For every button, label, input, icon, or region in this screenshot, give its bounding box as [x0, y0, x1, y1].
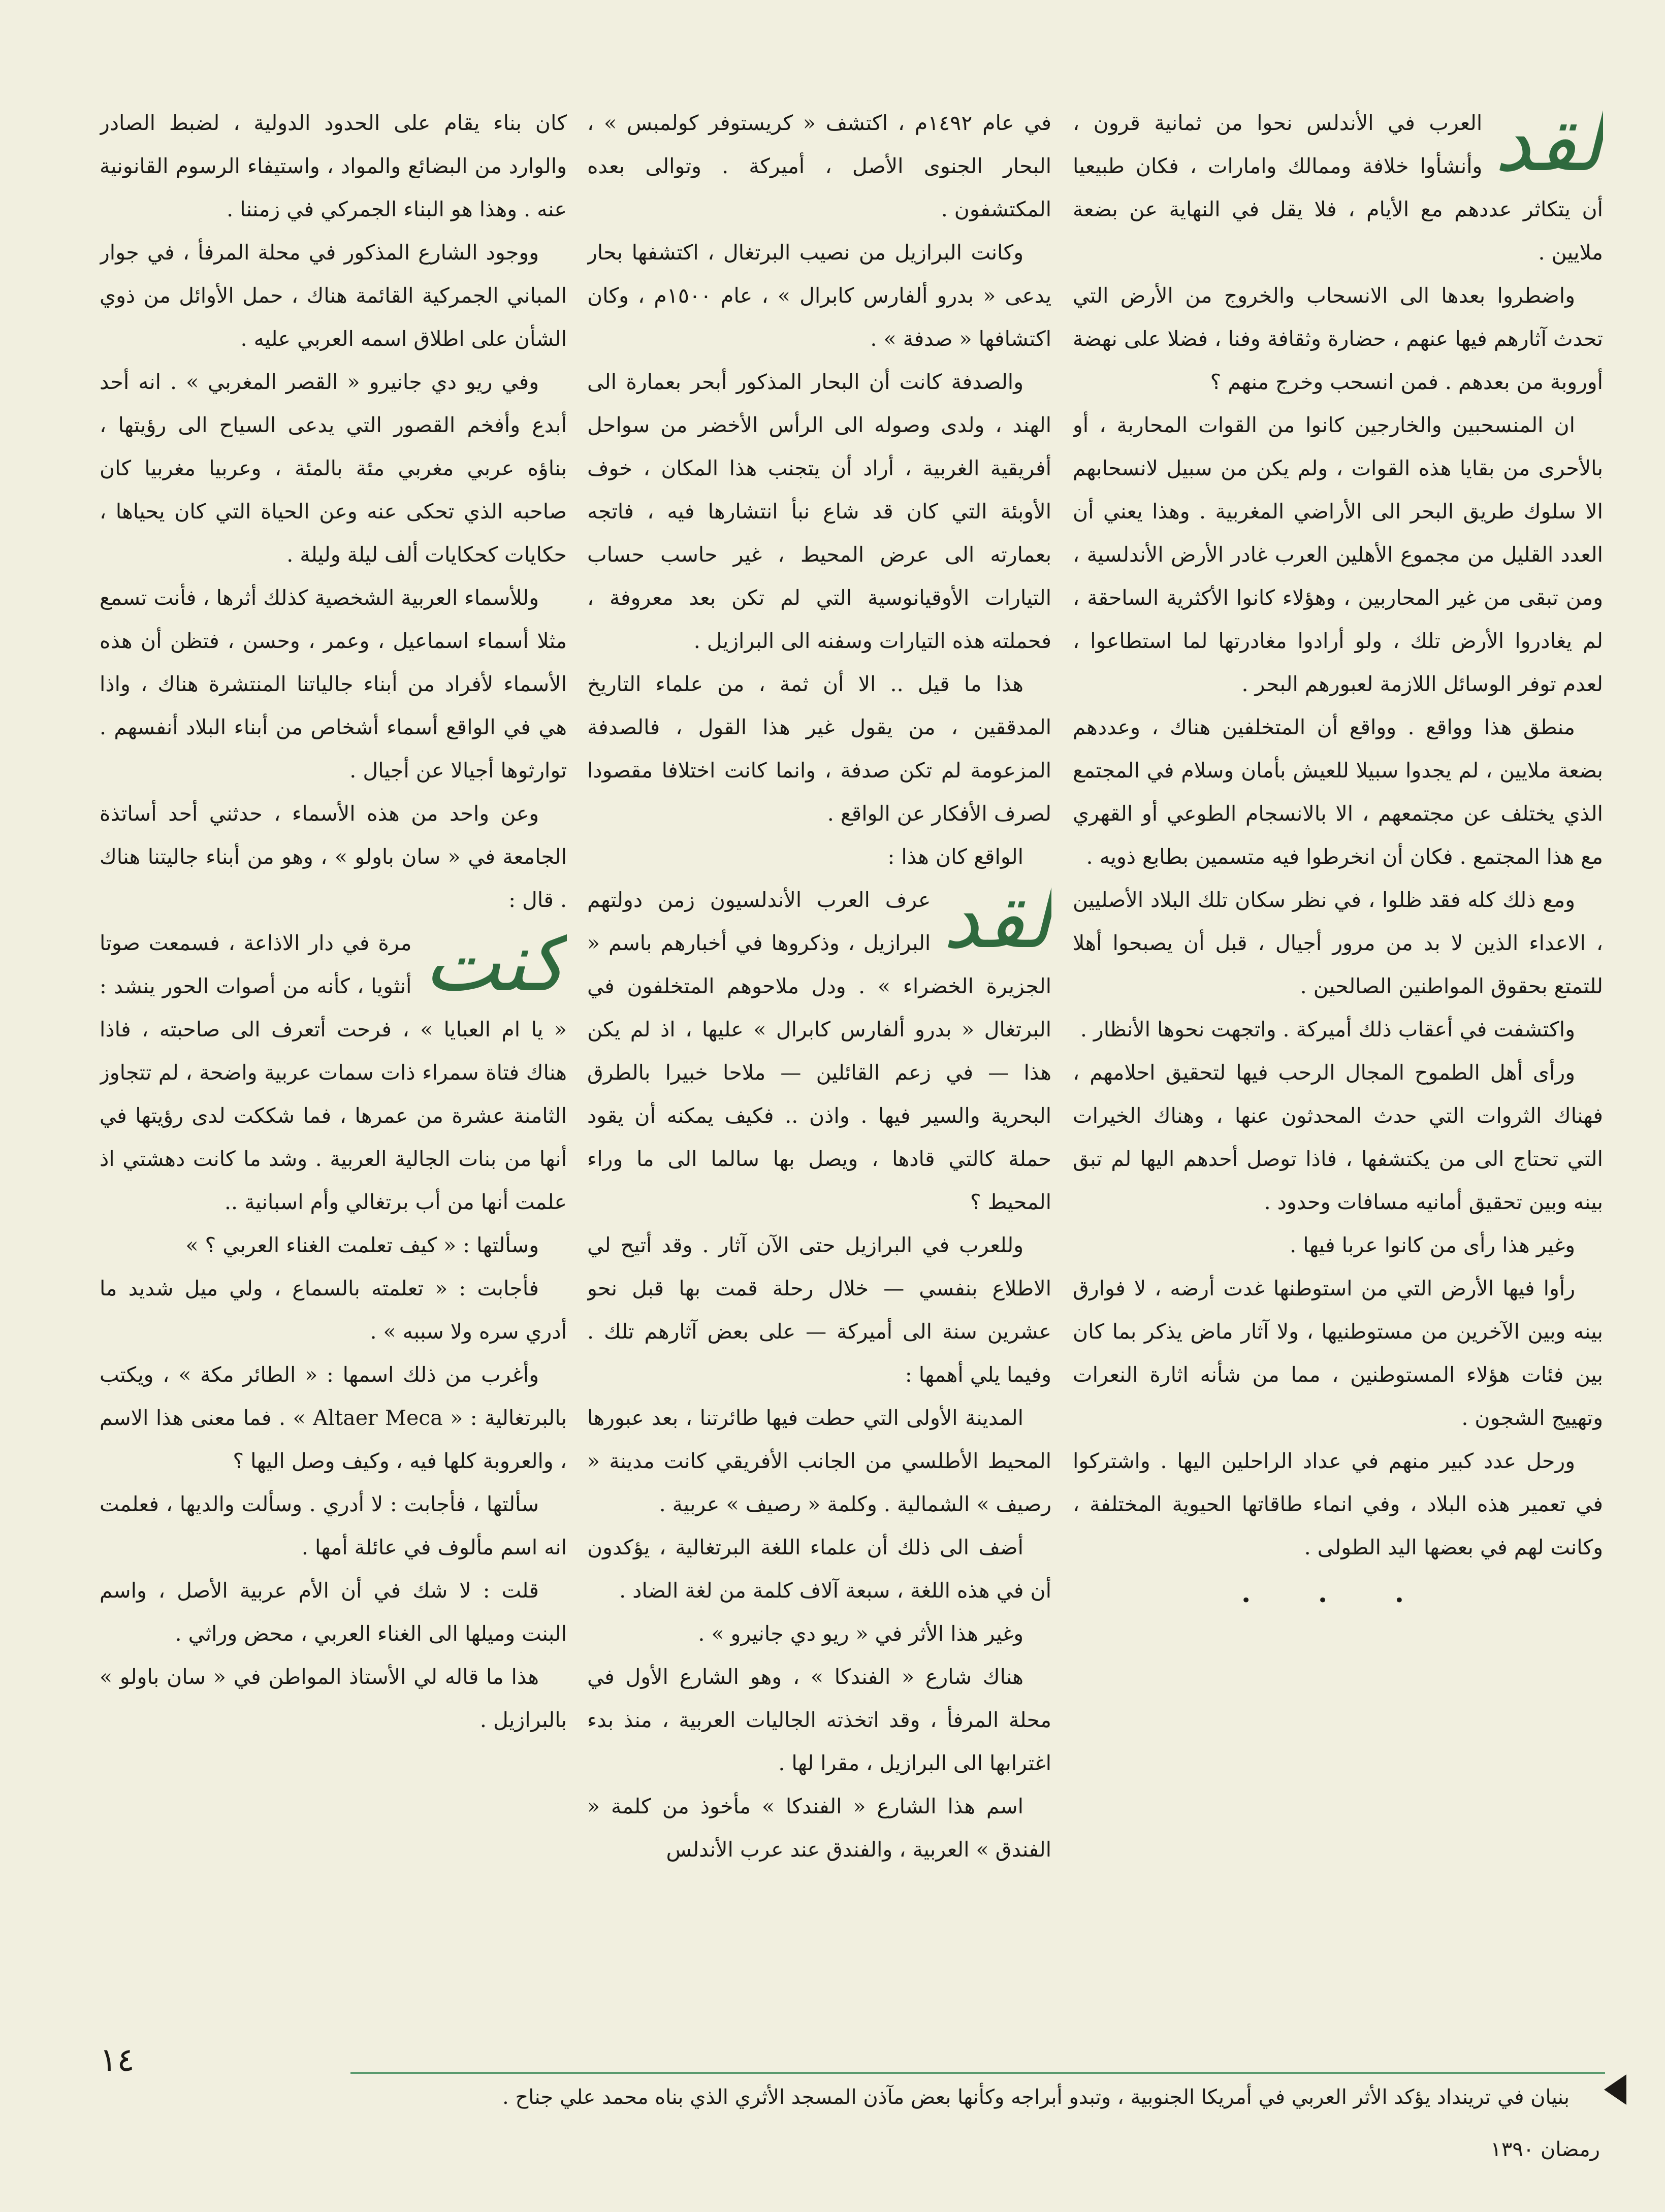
paragraph: رأوا فيها الأرض التي من استوطنها غدت أرضه ، لا فوارق بينه وبين الآخرين من مستوطنيها ، ولا آثار ماض يذكر بما كان بين فئات هؤلاء المستوطنين ، مما من شأنه اثارة النعرات وتهييج الشجون . [1073, 1276, 1603, 1430]
paragraph: ورحل عدد كبير منهم في عداد الراحلين اليها . واشتركوا في تعمير هذه البلاد ، وفي انماء طاقاتها الحيوية المختلفة ، وكانت لهم في بعضها اليد الطولى . [1073, 1449, 1603, 1559]
dropcap-left: كنت [424, 915, 567, 1010]
paragraph: فأجابت : « تعلمته بالسماع ، ولي ميل شديد ما أدري سره ولا سببه » . [100, 1276, 567, 1344]
paragraph: في عام ١٤٩٢م ، اكتشف « كريستوفر كولمبس » ، البحار الجنوى الأصل ، أميركة . وتوالى بعده المكتشفون . [587, 111, 1051, 221]
paragraph: ومع ذلك كله فقد ظلوا ، في نظر سكان تلك البلاد الأصليين ، الاعداء الذين لا بد من مرور أجيال ، قبل أن يصبحوا أهلا للتمتع بحقوق المواطنين الصالحين . [1073, 888, 1603, 998]
paragraph: العرب في الأندلس نحوا من ثمانية قرون ، وأنشأوا خلافة وممالك وامارات ، فكان طبيعيا أن يتكاثر عددهم مع الأيام ، فلا يقل في النهاية عن بضعة ملايين . [1073, 111, 1603, 265]
issue-date: رمضان ١٣٩٠ [1490, 2138, 1600, 2161]
paragraph: وغير هذا رأى من كانوا عربا فيها . [1290, 1233, 1575, 1257]
paragraph: وسألتها : « كيف تعلمت الغناء العربي ؟ » [185, 1233, 539, 1257]
paragraph: المدينة الأولى التي حطت فيها طائرتنا ، بعد عبورها المحيط الأطلسي من الجانب الأفريقي كانت مدينة « رصيف » الشمالية . وكلمة « رصيف » عربية . [587, 1406, 1051, 1516]
paragraph: وفي ريو دي جانيرو « القصر المغربي » . انه أحد أبدع وأفخم القصور التي يدعى السياح الى رؤيتها ، بناؤه عربي مغربي مئة بالمئة ، وعربيا مغربيا كان صاحبه الذي تحكى عنه وعن الحياة التي كان يحياها ، حكايات كحكايات ألف ليلة وليلة . [100, 370, 567, 567]
paragraph: وأغرب من ذلك اسمها : « الطائر مكة » ، ويكتب بالبرتغالية : « Altaer Meca » . فما معنى هذا الاسم ، والعروبة كلها فيه ، وكيف وصل اليها ؟ [100, 1362, 567, 1473]
photo-caption: بنيان في ترينداد يؤكد الأثر العربي في أمريكا الجنوبية ، وتبدو أبراجه وكأنها بعض مآذن المسجد الأثري الذي بناه محمد علي جناح . [502, 2086, 1570, 2109]
paragraph: مرة في دار الاذاعة ، فسمعت صوتا أنثويا ، كأنه من أصوات الحور ينشد : « يا ام العبايا » ، فرحت أتعرف الى صاحبته ، فاذا هناك فتاة سمراء ذات سمات عربية واضحة ، لم تتجاوز الثامنة عشرة من عمرها ، فما شككت لدى رؤيتها في أنها من بنات الجالية العربية . وشد ما كانت دهشتي اذ علمت أنها من أب برتغالي وأم اسبانية .. [100, 931, 567, 1214]
paragraph: ورأى أهل الطموح المجال الرحب فيها لتحقيق احلامهم ، فهناك الثروات التي حدث المحدثون عنها ، وهناك الخيرات التي تحتاج الى من يكتشفها ، فاذا توصل أحدهم اليها لم تبق بينه وبين تحقيق أمانيه مسافات وحدود . [1073, 1060, 1603, 1214]
caption-arrow-icon [1604, 2074, 1626, 2105]
column-right [1073, 102, 1603, 2062]
dropcap-middle: لقد [943, 871, 1051, 966]
paragraph: منطق هذا وواقع . وواقع أن المتخلفين هناك ، وعددهم بضعة ملايين ، لم يجدوا سبيلا للعيش بأمان وسلام في المجتمع الذي يختلف عن مجتمعهم ، الا بالانسجام الطوعي أو القهري مع هذا المجتمع . فكان أن انخرطوا فيه متسمين بطابع ذويه . [1073, 715, 1603, 869]
caption-divider [350, 2072, 1605, 2074]
paragraph: عرف العرب الأندلسيون زمن دولتهم البرازيل ، وذكروها في أخبارهم باسم « الجزيرة الخضراء » . ودل ملاحوهم المتخلفون في البرتغال « بدرو ألفارس كابرال » عليها ، اذ لم يكن هذا — في زعم القائلين — ملاحا خبيرا بالطرق البحرية والسير فيها . واذن .. فكيف يمكنه أن يقود حملة كالتي قادها ، ويصل بها سالما الى ما وراء المحيط ؟ [587, 888, 1051, 1214]
dropcap-right: لقد [1494, 102, 1603, 189]
paragraph: قلت : لا شك في أن الأم عربية الأصل ، واسم البنت وميلها الى الغناء العربي ، محض وراثي . [100, 1578, 567, 1646]
page-number: ١٤ [100, 2041, 135, 2079]
paragraph: اسم هذا الشارع « الفندكا » مأخوذ من كلمة « الفندق » العربية ، والفندق عند عرب الأندلس [587, 1794, 1051, 1862]
paragraph: وغير هذا الأثر في « ريو دي جانيرو » . [698, 1621, 1023, 1646]
paragraph: هناك شارع « الفندكا » ، وهو الشارع الأول في محلة المرفأ ، وقد اتخذته الجاليات العربية ، منذ بدء اغترابها الى البرازيل ، مقرا لها . [587, 1665, 1051, 1775]
paragraph: أضف الى ذلك أن علماء اللغة البرتغالية ، يؤكدون أن في هذه اللغة ، سبعة آلاف كلمة من لغة الضاد . [587, 1535, 1051, 1603]
paragraph: واضطروا بعدها الى الانسحاب والخروج من الأرض التي تحدث آثارهم فيها عنهم ، حضارة وثقافة وفنا ، فضلا على نهضة أوروبة من بعدهم . فمن انسحب وخرج منهم ؟ [1073, 283, 1603, 394]
paragraph: وللأسماء العربية الشخصية كذلك أثرها ، فأنت تسمع مثلا أسماء اسماعيل ، وعمر ، وحسن ، فتظن أن هذه الأسماء لأفراد من أبناء جالياتنا المنتشرة هناك ، واذا هي في الواقع أسماء أشخاص من أبناء البلاد أنفسهم . توارثوها أجيالا عن أجيال . [100, 585, 567, 783]
paragraph: هذا ما قاله لي الأستاذ المواطن في « سان باولو » بالبرازيل . [100, 1665, 567, 1732]
paragraph: وكانت البرازيل من نصيب البرتغال ، اكتشفها بحار يدعى « بدرو ألفارس كابرال » ، عام ١٥٠٠م ، وكان اكتشافها « صدفة » . [587, 240, 1051, 351]
paragraph: ان المنسحبين والخارجين كانوا من القوات المحاربة ، أو بالأحرى من بقايا هذه القوات ، ولم يكن من سبيل لانسحابهم الا سلوك طريق البحر الى الأراضي المغربية . وهذا يعني أن العدد القليل من مجموع الأهلين العرب غادر الأرض الأندلسية ، ومن تبقى من غير المحاربين ، وهؤلاء كانوا الأكثرية الساحقة ، لم يغادروا الأرض تلك ، ولو أرادوا مغادرتها لما استطاعوا ، لعدم توفر الوسائل اللازمة لعبورهم البحر . [1073, 413, 1603, 696]
section-dots: • • • [1241, 1590, 1435, 1611]
paragraph: وعن واحد من هذه الأسماء ، حدثني أحد أساتذة الجامعة في « سان باولو » ، وهو من أبناء جاليتنا هناك . قال : [100, 801, 567, 912]
paragraph: وللعرب في البرازيل حتى الآن آثار . وقد أتيح لي الاطلاع بنفسي — خلال رحلة قمت بها قبل نحو عشرين سنة الى أميركة — على بعض آثارهم تلك . وفيما يلي أهمها : [587, 1233, 1051, 1387]
paragraph: كان بناء يقام على الحدود الدولية ، لضبط الصادر والوارد من البضائع والمواد ، واستيفاء الرسوم القانونية عنه . وهذا هو البناء الجمركي في زمننا . [100, 111, 567, 221]
column-left [100, 102, 567, 2062]
paragraph: والصدفة كانت أن البحار المذكور أبحر بعمارة الى الهند ، ولدى وصوله الى الرأس الأخضر من سواحل أفريقية الغربية ، أراد أن يتجنب هذا المكان ، خوف الأوبئة التي كان قد شاع نبأ انتشارها فيه ، فاتجه بعمارته الى عرض المحيط ، غير حاسب حساب التيارات الأوقيانوسية التي لم تكن بعد معروفة ، فحملته هذه التيارات وسفنه الى البرازيل . [587, 370, 1051, 653]
paragraph: واكتشفت في أعقاب ذلك أميركة . واتجهت نحوها الأنظار . [1080, 1017, 1575, 1042]
paragraph: هذا ما قيل .. الا أن ثمة ، من علماء التاريخ المدققين ، من يقول غير هذا القول ، فالصدفة المزعومة لم تكن صدفة ، وانما كانت اختلافا مقصودا لصرف الأفكار عن الواقع . [587, 672, 1051, 826]
paragraph: الواقع كان هذا : [887, 844, 1023, 869]
paragraph: ووجود الشارع المذكور في محلة المرفأ ، في جوار المباني الجمركية القائمة هناك ، حمل الأوائل من ذوي الشأن على اطلاق اسمه العربي عليه . [100, 240, 567, 351]
column-middle [587, 102, 1051, 2062]
paragraph: سألتها ، فأجابت : لا أدري . وسألت والديها ، فعلمت انه اسم مألوف في عائلة أمها . [100, 1492, 567, 1559]
